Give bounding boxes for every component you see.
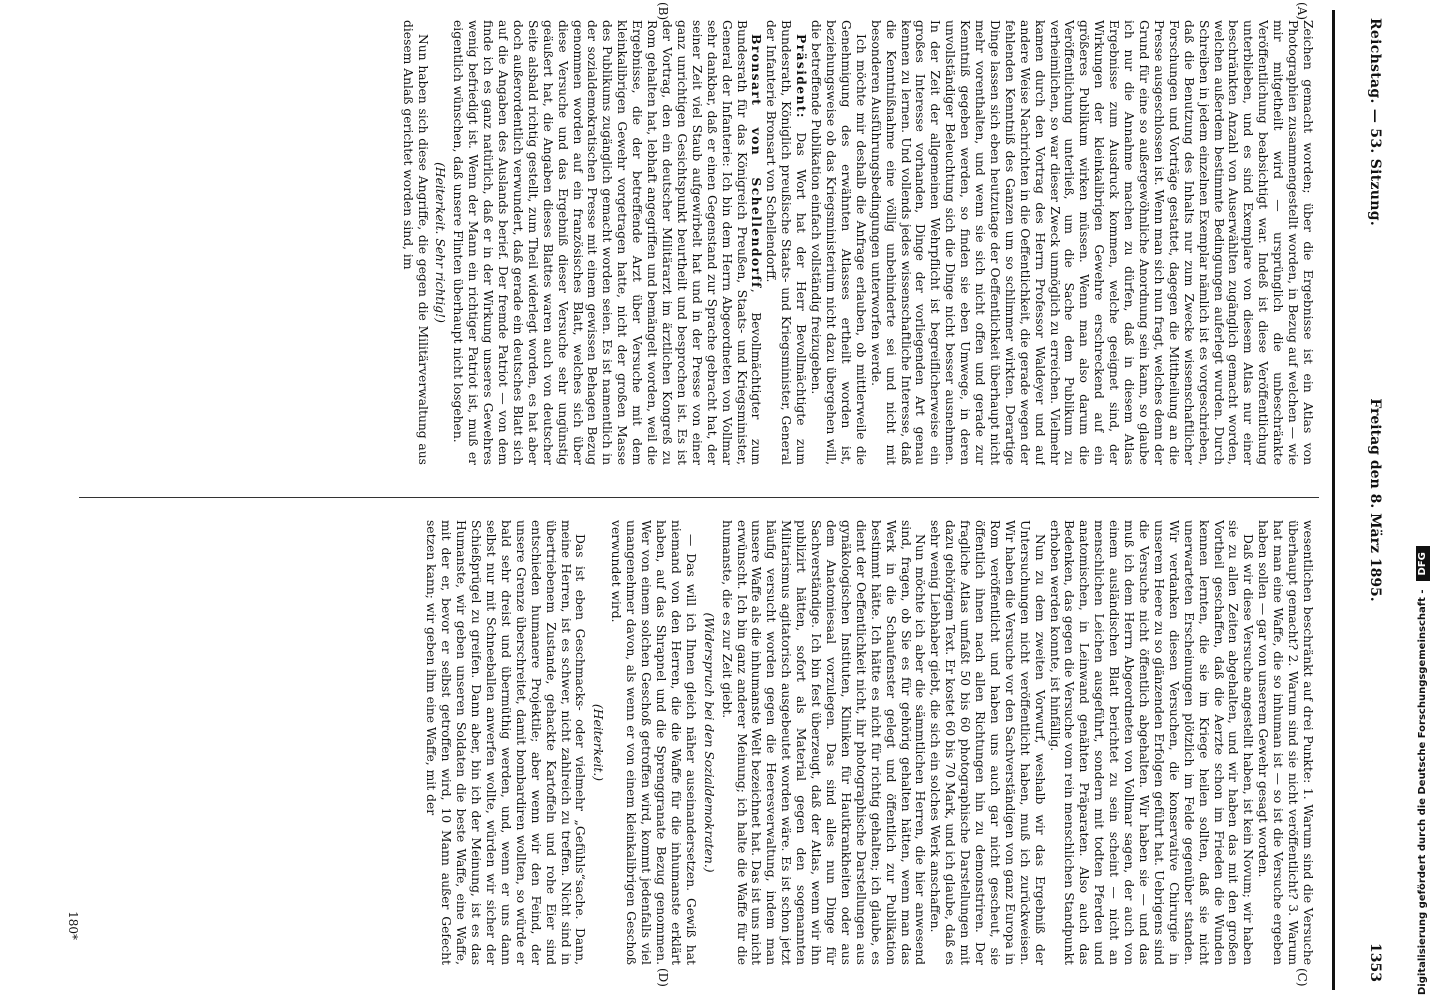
- right-paragraph-4: Nun möchte ich aber die sämmtlichen Herren, die hier anwesend sind, fragen, ob Sie es für gehörig gehalten hätten, wenn man das Werk in die Schaufenster gelegt und öffentlich zur Publikation bestimmt hätte. Ich hätte es nicht für richtig gehalten; ich glaube, es dient der Oeffentlichkeit nicht, ihr photographische Darstellungen aus gynäkologischen Instituten, Kliniken für Hautkrankheiten oder aus dem Anatomiesaal vorzulegen. Das sind alles nun Dinge für Sachverständige. Ich bin fest überzeugt, daß der Atlas, wenn wir ihn publizirt hätten, sofort als Material gegen den sogenannten Militarismus agitatorisch ausgebeutet worden wäre. Es ist schon jetzt häufig versucht worden gegen die Heeresverwaltung, indem man unsere Waffe als die inhumanste Welt bezeichnet hat. Das ist uns nicht erwünscht. Ich bin ganz anderer Meinung; ich halte die Waffe für die humanste, die es zur Zeit giebt.: [719, 520, 928, 965]
- interjection-laughter: (Heiterkeit.): [591, 703, 606, 782]
- left-paragraph-4: Bronsart von Schellendorff, Bevollmächtigter zum Bundesrath für das Königreich Preußen, Staats- und Kriegsminister, General der Infanterie: Ich bin dem Herrn Abgeordneten von Vollmar sehr dankbar, daß er einen Gegenstand zur Sprache gebracht hat, der seiner Zeit viel Staub aufgewirbelt hat und in der Presse von einer ganz unrichtigen Gesichtspunkt beurtheilt und besprochen ist. Es ist der Vortrag, den ein deutscher Militärarzt im ärztlichen Kongreß zu Rom gehalten hat, lebhaft angegriffen und bemängelt worden, weil die Ergebnisse, die der betreffende Arzt über Versuche mit dem kleinkalibrigen Gewehr vorgetragen hatte, nicht der großen Masse des Publikums zugänglich gemacht worden seien. Es ist namentlich in der sozialdemokratischen Presse mit einem gewissen Behagen Bezug genommen worden auf ein französisches Blatt, welches sich über diese Versuche und das Ergebniß dieser Versuche sehr ungünstig geäußert hat, die Angaben dieses Blattes waren auch von deutscher Seite alsbald richtig gestellt, zum Theil widerlegt worden, es hat aber doch außerordentlich verwundert, daß gerade ein deutsches Blatt sich auf die Angaben des Auslands berief. Der fremde Patriot — von dem finde ich es ganz natürlich, daß er in der Wirkung unseres Gewehres wenig befriedigt ist. Wenn der Mann ein richtiger Patriot ist, muß er eigentlich wünschen, daß unsere Flinten überhaupt nicht losgehen.: [451, 20, 765, 465]
- margin-mark-b: (B): [656, 2, 670, 21]
- column-right: [95, 520, 1315, 965]
- left-paragraph-3: [763, 20, 808, 465]
- president-text: Das Wort hat der Herr Bevollmächtigte zum Bundesrath, Königlich preußische Staats- und Kriegsminister, General der Infanterie Bronsart von Schellendorff.: [764, 20, 809, 465]
- interjection-objection: (Widerspruch bei den Sozialdemokraten.): [701, 612, 716, 873]
- signature-mark: 180*: [66, 911, 80, 940]
- margin-mark-a: (A): [1295, 2, 1309, 21]
- column-left: [95, 20, 1315, 465]
- interjection-applause: (Heiterkeit. Sehr richtig!): [433, 162, 448, 323]
- right-paragraph-1: wesentlichen beschränkt auf drei Punkte: 1. Warum sind die Versuche überhaupt gemacht? 2. Warum sind sie nicht veröffentlicht? 3. Warum hat man eine Waffe, die so inhuman ist — so ist die Versuche ergeben haben sollen — gar von unserem Gewehr gesagt worden.: [1256, 520, 1315, 965]
- margin-mark-d: (D): [656, 968, 670, 987]
- margin-mark-c: (C): [1295, 968, 1309, 987]
- right-paragraph-3: Nun zu dem zweiten Vorwurf, weshalb wir das Ergebniß der Untersuchungen nicht veröffentlicht haben, muß ich zurückweisen. Wir haben die Versuche vor den Sachverständigen von ganz Europa in Rom veröffentlicht und haben uns auch gar nicht gescheut, sie öffentlich ihnen nach allen Richtungen hin zu demonstriren. Der fragliche Atlas umfaßt 50 bis 60 photographische Darstellungen mit dazu gehörigem Text. Er kostet 60 bis 70 Mark, und ich glaube, daß es sehr wenig Liebhaber giebt, die sich ein solches Werk anschaffen.: [928, 520, 1047, 965]
- header-date: Freitag den 8. März 1895.: [1367, 398, 1383, 602]
- speaker-name: Bronsart von Schellendorff: [749, 34, 765, 289]
- dfg-logo: DFG: [1416, 546, 1430, 581]
- left-paragraph-2: Ich möchte mir deshalb die Anfrage erlauben, ob mittlerweile die Genehmigung des erwähnten Atlasses ertheilt worden ist, beziehungsweise ob das Kriegsministerium nicht dazu übergehen will, die betreffende Publikation einfach vollständig freizugeben.: [809, 20, 868, 465]
- left-paragraph-1: Zeichen gemacht worden; über die Ergebnisse ist ein Atlas von Photographien zusammengestellt worden, in Bezug auf welchen — wie mir mitgetheilt wird — ursprünglich die unbeschränkte Veröffentlichung beabsichtigt war. Indeß ist diese Veröffentlichung unterblieben, und es sind Exemplare von diesem Atlas nur einer beschränkten Anzahl von Auserwählten zugänglich gemacht worden, welchen außerdem bestimmte Bedingungen auferlegt wurden. Durch Schreiben in jedem einzelnen Exemplar nämlich ist es vorgeschrieben, daß die Benutzung des Inhalts nur zum Zwecke wissenschaftlicher Forschungen und Vorträge gestattet, dagegen die Mittheilung an die Presse ausgeschlossen ist. Wenn man sich nun fragt, welches denn der Grund für eine so außergewöhnliche Anordnung sein kann, so glaube ich nur die Annahme machen zu dürfen, daß in diesem Atlas Ergebnisse zum Ausdruck kommen, welche geeignet sind, der Wirkungen der kleinkalibrigen Gewehre erschreckend auf ein größeres Publikum wirken müssen. Wenn man also darum die Veröffentlichung unterließ, um die Sache dem Publikum zu verheimlichen, so war dieser Zweck unmöglich zu erreichen. Vielmehr kamen durch den Vortrag des Herrn Professor Waldeyer und auf andere Weise Nachrichten in die Oeffentlichkeit, die gerade wegen der fehlenden Kenntniß des Ganzen um so schlimmer wirkten. Derartige Dinge lassen sich eben heutzutage der Oeffentlichkeit überhaupt nicht mehr vorenthalten, und wenn sie sich nicht offen und gerade zur Kenntniß gegeben werden, so finden sie eben Umwege, in deren unvollständiger Beleuchtung sich die Dinge nicht besser ausnehmen. In der Zeit der allgemeinen Wehrpflicht ist begreiflicherweise ein großes Interesse vorhanden, Dinge der vorliegenden Art genau kennen zu lernen. Und vollends jedes wissenschaftliche Interesse, daß die Kenntnißnahme eine völlig unbehinderte sei und nicht mit besonderen Ausführungsbedingungen unterworfen werde.: [868, 20, 1315, 465]
- right-paragraph-6: Das ist eben Geschmacks- oder vielmehr „Gefühls“sache. Dann, meine Herren, ist es schwer, nicht zahlreich zu treffen. Nicht sind in übertriebenem Zustande, gehackte Kartoffeln und rohe Eier sind entschieden humanere Projektile; aber wenn wir den Feind, der unsere Grenze überschreitet, damit bombardiren wollten, so würde er bald sehr dreist und übermüthig werden, und, wenn er uns dann selbst nur mit Schneeballen anwerfen wollte, würden wir sicher der Schießprügel zu greifen. Dann aber, bin ich der Meinung, ist es das Humanste, wir geben unseren Soldaten die beste Waffe, eine Waffe, mit der er, bevor er selbst getroffen wird, 10 Mann außer Gefecht setzen kann; wir geben ihm eine Waffe, mit der: [424, 520, 588, 965]
- right-paragraph-5: — Das will ich Ihnen gleich näher auseinandersetzen. Gewiß hat niemand von den Herren, die die Waffe für die inhumanste erklärt haben, auf das Shrapnel und die Sprenggranate Bezug genommen. Wer von einem solchen Geschoß getroffen wird, kommt jedenfalls viel unangenehmer davon, als wenn er von einem kleinkalibrigen Geschoß verwundet wird.: [609, 520, 698, 965]
- header-rule: [1332, 10, 1335, 990]
- stamp-text: Digitalisierung gefördert durch die Deutsche Forschungsgemeinschaft -: [1417, 589, 1428, 995]
- left-paragraph-5: Nun haben sich diese Angriffe, die gegen die Militärverwaltung aus diesem Anlaß gerichtet worden sind, im: [400, 20, 430, 465]
- president-label: Präsident:: [794, 34, 810, 119]
- speaker-text: Bevollmächtigter zum Bundesrath für das Königreich Preußen, Staats- und Kriegsminister, General der Infanterie: Ich bin dem Herrn Abgeordneten von Vollmar sehr dankbar, daß er einen Gegenstand zur Sprache gebracht hat, der seiner Zeit viel Staub aufgewirbelt hat und in der Presse von einer ganz unrichtigen Gesichtspunkt beurtheilt und besprochen ist. Es ist der Vortrag, den ein deutscher Militärarzt im ärztlichen Kongreß zu Rom gehalten hat, lebhaft angegriffen und bemängelt worden, weil die Ergebnisse, die der betreffende Arzt über Versuche mit dem kleinkalibrigen Gewehr vorgetragen hatte, nicht der großen Masse des Publikums zugänglich gemacht worden seien. Es ist namentlich in der sozialdemokratischen Presse mit einem gewissen Behagen Bezug genommen worden auf ein französisches Blatt, welches sich über diese Versuche und das Ergebniß dieser Versuche sehr ungünstig geäußert hat, die Angaben dieses Blattes waren auch von deutscher Seite alsbald richtig gestellt, zum Theil widerlegt worden, es hat aber doch außerordentlich verwundert, daß gerade ein deutsches Blatt sich auf die Angaben des Auslands berief. Der fremde Patriot — von dem finde ich es ganz natürlich, daß er in der Wirkung unseres Gewehres wenig befriedigt ist. Wenn der Mann ein richtiger Patriot ist, muß er eigentlich wünschen, daß unsere Flinten überhaupt nicht losgehen.: [451, 20, 764, 465]
- column-rule: [79, 497, 1319, 498]
- right-paragraph-2: Daß wir diese Versuche angestellt haben, ist kein Novum; wir haben sie zu allen Zeiten abgehalten, und wir haben das mit den großen Vortheil geschaffen, daß die Aerzte schon im Frieden die Wunden kennen lernten, die sie im Kriege heilen sollten, daß sie nicht unerwarteten Erscheinungen plötzlich im Felde gegenüber standen. Wir verdanken diesen Versuchen, die konservative Chirurgie in unserem Heere zu so glänzenden Erfolgen geführt hat. Uebrigens sind die Versuche nicht öffentlich abgehalten. Wir haben sie — und das muß ich dem Herrn Abgeordneten von Vollmar sagen, der auch von einem ausländischen Blatt berichtet zu sein scheint — nicht an menschlichen Leichen ausgeführt, sondern mit todten Pferden und anatomischen, in Leinwand genähten Präparaten. Also auch das Bedenken, das gegen die Versuche vom rein menschlichen Standpunkt erhoben werden konnte, ist hinfällig.: [1047, 520, 1256, 965]
- page-header: [1319, 0, 1405, 1000]
- page-number: 1353: [1367, 943, 1383, 982]
- header-left: Reichstag. — 53. Sitzung.: [1367, 18, 1383, 226]
